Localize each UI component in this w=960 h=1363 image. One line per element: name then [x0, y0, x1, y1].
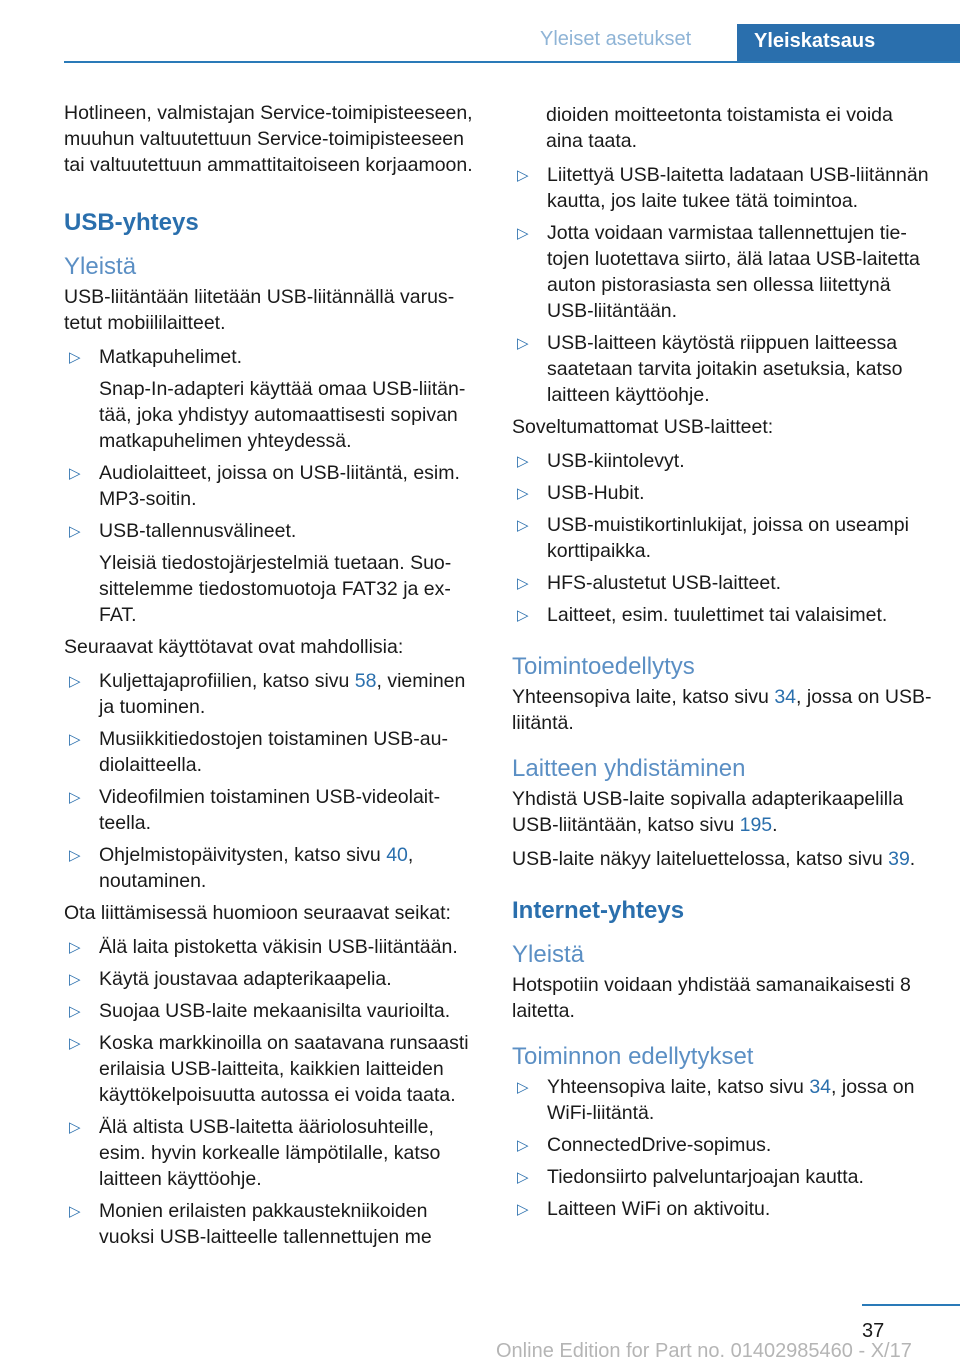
notes-intro: Ota liittämisessä huomioon seuraavat seikat: — [64, 902, 451, 924]
page-link[interactable]: 58 — [354, 670, 377, 692]
list-item: ▷ Laitteet, esim. tuulettimet tai valaisimet. — [512, 602, 932, 628]
header-active-tab-label: Yleiskatsaus — [754, 30, 876, 52]
list-item: ▷ Monien erilaisten pakkaustekniikoiden vuoksi USB-laitteelle tallennettujen me — [69, 1200, 432, 1248]
list-item: ▷ Jotta voidaan varmistaa tallennettujen tietojen luotettava siirto, älä lataa USB-laitetta auton pistorasiasta sen ollessa liitettynä USB-liitäntään. — [517, 222, 920, 322]
list-item: ▷ Musiikkitiedostojen toistaminen USB-audiolaitteella. — [69, 728, 448, 776]
heading-conditions: Toiminnon edellytykset — [512, 1043, 754, 1070]
triangle-bullet-icon: ▷ — [69, 1035, 81, 1052]
list-item: ▷ ConnectedDrive-sopimus. — [512, 1132, 932, 1158]
list-item: ▷ USB-laitteen käytöstä riippuen laitteessa saatetaan tarvita joitakin asetuksia, katso laitteen käyttöohje. — [517, 332, 903, 406]
list-item: ▷ Älä laita pistoketta väkisin USB-liitäntään. — [64, 934, 478, 960]
heading-internet-connection: Internet-yhteys — [512, 897, 685, 924]
list-item: ▷ Matkapuhelimet. Snap-In-adapteri käyttää omaa USB-liitäntää, joka yhdistyy automaattisesti sopivan matkapuhelimen yhteydessä. — [69, 346, 466, 452]
triangle-bullet-icon: ▷ — [517, 1169, 529, 1186]
list-item: ▷ Älä altista USB-laitetta ääriolosuhteille, esim. hyvin korkealle lämpötilalle, katso laitteen käyttöohje. — [69, 1116, 441, 1190]
list-item: ▷ USB-muistikortinlukijat, joissa on useampi korttipaikka. — [517, 514, 909, 562]
connect-paragraph-1: Yhdistä USB-laite sopivalla adapterikaapelilla USB-liitäntään, katso sivu 195. — [512, 788, 904, 836]
requirements-paragraph: Yhteensopiva laite, katso sivu 34, jossa on USB-liitäntä. — [512, 686, 932, 734]
header-section-tab[interactable]: Yleiset asetukset — [540, 28, 692, 50]
triangle-bullet-icon: ▷ — [517, 1079, 529, 1096]
triangle-bullet-icon: ▷ — [517, 1201, 529, 1218]
page-number: 37 — [862, 1320, 885, 1342]
heading-connect-device: Laitteen yhdistäminen — [512, 755, 746, 782]
uses-intro: Seuraavat käyttötavat ovat mahdollisia: — [64, 636, 404, 658]
triangle-bullet-icon: ▷ — [69, 349, 81, 366]
list-item: ▷ Yhteensopiva laite, katso sivu 34, jossa on WiFi-liitäntä. — [517, 1076, 915, 1124]
triangle-bullet-icon: ▷ — [69, 939, 81, 956]
page-link[interactable]: 34 — [774, 686, 797, 708]
list-item: ▷ Suojaa USB-laite mekaanisilta vaurioilta. — [64, 998, 478, 1024]
continued-paragraph: dioiden moitteetonta toistamista ei voida aina taata. — [546, 104, 893, 152]
list-item: ▷ Laitteen WiFi on aktivoitu. — [512, 1196, 932, 1222]
page-link[interactable]: 40 — [386, 844, 408, 866]
page-link[interactable]: 34 — [809, 1076, 832, 1098]
triangle-bullet-icon: ▷ — [517, 607, 529, 624]
notes-list-continued — [512, 162, 932, 408]
right-column — [512, 102, 932, 1228]
triangle-bullet-icon: ▷ — [517, 1137, 529, 1154]
triangle-bullet-icon: ▷ — [69, 1203, 81, 1220]
left-column — [64, 100, 478, 1256]
triangle-bullet-icon: ▷ — [517, 335, 529, 352]
triangle-bullet-icon: ▷ — [69, 523, 81, 540]
triangle-bullet-icon: ▷ — [69, 1119, 81, 1136]
page-footer — [0, 1300, 960, 1362]
list-item: ▷ USB-kiintolevyt. — [512, 448, 932, 474]
general-paragraph: USB-liitäntään liitetään USB-liitännällä varustetut mobiililaitteet. — [64, 286, 455, 334]
intro-paragraph: Hotlineen, valmistajan Service-toimipisteeseen, muuhun valtuutettuun Service-toimipisteeseen tai valtuutettuun ammattitaitoiseen korjaamoon. — [64, 102, 473, 176]
heading-general: Yleistä — [64, 253, 137, 280]
edition-note: Online Edition for Part no. 01402985460 - X/17 — [496, 1340, 912, 1362]
unsuitable-list — [512, 448, 932, 628]
connect-paragraph-2: USB-laite näkyy laiteluettelossa, katso sivu 39. — [512, 848, 916, 870]
list-item: ▷ Videofilmien toistaminen USB-videolaitteella. — [69, 786, 441, 834]
page-link[interactable]: 39 — [888, 848, 910, 870]
list-item: ▷ Liitettyä USB-laitetta ladataan USB-liitännän kautta, jos laite tukee tätä toimintoa. — [517, 164, 929, 212]
list-item: ▷ Ohjelmistopäivitysten, katso sivu 40, noutaminen. — [69, 844, 414, 892]
device-list — [64, 344, 478, 628]
footer-rule — [862, 1304, 960, 1306]
list-item: ▷ USB-Hubit. — [512, 480, 932, 506]
list-item: ▷ Koska markkinoilla on saatavana runsaasti erilaisia USB-laitteita, kaikkien laitteiden käyttökelpoisuutta autossa ei voida taata. — [69, 1032, 469, 1106]
triangle-bullet-icon: ▷ — [69, 731, 81, 748]
header-rule — [64, 61, 960, 63]
triangle-bullet-icon: ▷ — [69, 1003, 81, 1020]
triangle-bullet-icon: ▷ — [69, 789, 81, 806]
uses-list — [64, 668, 478, 894]
conditions-list — [512, 1074, 932, 1222]
list-item: ▷ Tiedonsiirto palveluntarjoajan kautta. — [512, 1164, 932, 1190]
heading-requirements: Toimintoedellytys — [512, 653, 695, 680]
triangle-bullet-icon: ▷ — [69, 465, 81, 482]
triangle-bullet-icon: ▷ — [517, 575, 529, 592]
page-header — [0, 0, 960, 62]
triangle-bullet-icon: ▷ — [69, 673, 81, 690]
triangle-bullet-icon: ▷ — [69, 847, 81, 864]
triangle-bullet-icon: ▷ — [517, 453, 529, 470]
header-active-tab[interactable] — [737, 24, 960, 62]
page-link[interactable]: 195 — [739, 814, 773, 836]
notes-list — [64, 934, 478, 1250]
list-item: ▷ Käytä joustavaa adapterikaapelia. — [64, 966, 478, 992]
triangle-bullet-icon: ▷ — [517, 517, 529, 534]
list-item: ▷ HFS-alustetut USB-laitteet. — [512, 570, 932, 596]
triangle-bullet-icon: ▷ — [69, 971, 81, 988]
hotspot-paragraph: Hotspotiin voidaan yhdistää samanaikaisesti 8 laitetta. — [512, 974, 911, 1022]
unsuitable-intro: Soveltumattomat USB-laitteet: — [512, 416, 774, 438]
list-item: ▷ Kuljettajaprofiilien, katso sivu 58, vieminen ja tuominen. — [69, 670, 466, 718]
triangle-bullet-icon: ▷ — [517, 485, 529, 502]
heading-usb-connection: USB-yhteys — [64, 209, 199, 236]
list-item: ▷ Audiolaitteet, joissa on USB-liitäntä, esim. MP3-soitin. — [69, 462, 460, 510]
heading-general-2: Yleistä — [512, 941, 585, 968]
triangle-bullet-icon: ▷ — [517, 167, 529, 184]
list-item: ▷ USB-tallennusvälineet. Yleisiä tiedostojärjestelmiä tuetaan. Suosittelemme tiedostomuotoja FAT32 ja exFAT. — [69, 520, 452, 626]
triangle-bullet-icon: ▷ — [517, 225, 529, 242]
